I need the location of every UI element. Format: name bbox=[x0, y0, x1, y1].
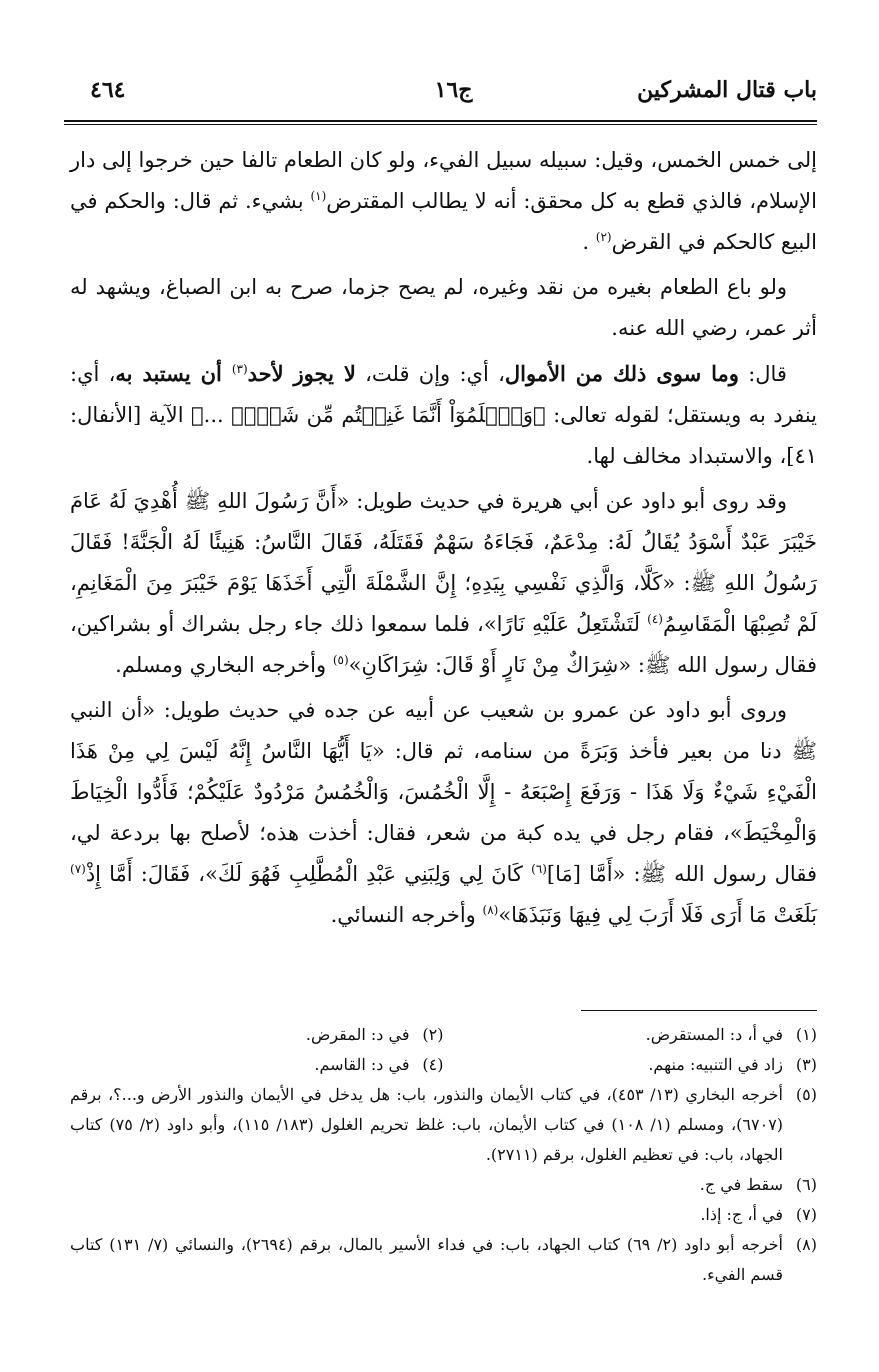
paragraph-5: وروى أبو داود عن عمرو بن شعيب عن أبيه عن جده في حديث طويل: «أن النبي ﷺ دنا من بعير فأخذ وَبَرَةً من سنامه، ثم قال: «يَا أَيُّهَا النَّاسُ إِنَّهُ لَيْسَ لِي مِنْ هَذَا الْفَيْءِ شَيْءٌ وَلَا هَذَا - وَرَفَعَ إِصْبَعَهُ - إِلَّا الْخُمُسَ، وَالْخُمُسُ مَرْدُودٌ عَلَيْكُمْ؛ فَأَدُّوا الْخِيَاطَ وَالْمِخْيَطَ»، فقام رجل في يده كبة من شعر، فقال: أخذت هذه؛ لأصلح بها بردعة لي، فقال رسول الله ﷺ: «أَمَّا [مَا]$^{(٦)}$ كَانَ لِي وَلِبَنِي عَبْدِ الْمُطَّلِبِ فَهُوَ لَكَ»، فَقَالَ: أَمَّا إِذْ$^{(٧)}$ بَلَغَتْ مَا أَرَى فَلَا أَرَبَ لِي فِيهَا وَنَبَذَهَا»$^{(٨)}$ وأخرجه النسائي. bbox=[70, 698, 817, 927]
footnotes bbox=[70, 1020, 817, 1290]
header-rule-thin bbox=[64, 124, 817, 125]
footnote-4: (٤) في د: القاسم. bbox=[314, 1055, 444, 1074]
footnote-1: (١) في أ، د: المستقرض. bbox=[645, 1025, 817, 1044]
footnote-row bbox=[70, 1020, 817, 1050]
footnote-6: (٦) سقط في ج. bbox=[699, 1175, 817, 1194]
footnote-ref-6: (٦) bbox=[531, 862, 547, 876]
footnote-row bbox=[70, 1050, 817, 1080]
chapter-title: باب قتال المشركين bbox=[637, 77, 817, 103]
footnote-ref-4: (٤) bbox=[647, 612, 663, 626]
footnote-ref-3: (٣) bbox=[231, 362, 248, 376]
footnote-5: (٥) أخرجه البخاري (١٣/ ٤٥٣)، في كتاب الأيمان والنذور، باب: هل يدخل في الأيمان والنذور الأرض و...؟، برقم (٦٧٠٧)، ومسلم (١/ ١٠٨) في كتاب الأيمان، باب: غلظ تحريم الغلول (١٨٣/ ١١٥)، وأبو داود (٢/ ٧٥) كتاب الجهاد، باب: في تعظيم الغلول، برقم (٢٧١١). bbox=[70, 1085, 817, 1164]
header-rule bbox=[64, 120, 817, 122]
footnote-3: (٣) زاد في التنبيه: منهم. bbox=[648, 1055, 817, 1074]
footnote-ref-2: (٢) bbox=[595, 230, 612, 244]
paragraph-2: ولو باع الطعام بغيره من نقد وغيره، لم يصح جزما، صرح به ابن الصباغ، ويشهد له أثر عمر، رضي الله عنه. bbox=[70, 275, 817, 340]
page-number: ٤٦٤ bbox=[90, 77, 126, 103]
paragraph-3: قال: وما سوى ذلك من الأموال، أي: وإن قلت، لا يجوز لأحد$^{(٣)}$ أن يستبد به، أي: ينفرد به ويستقل؛ لقوله تعالى: ﴿وَٱعۡلَمُوٓاْ أَنَّمَا غَنِمۡتُم مِّن شَيۡءٖ ...﴾ الآية [الأنفال: ٤١]، والاستبداد مخالف لها. bbox=[70, 361, 817, 468]
footnote-8: (٨) أخرجه أبو داود (٢/ ٦٩) كتاب الجهاد، باب: في فداء الأسير بالمال، برقم (٢٦٩٤)، والنسائي (٧/ ١٣١) كتاب قسم الفيء. bbox=[70, 1235, 817, 1284]
footnote-7: (٧) في أ، ج: إذا. bbox=[700, 1205, 817, 1224]
footnote-2: (٢) في د: المقرض. bbox=[305, 1025, 444, 1044]
paragraph-4: وقد روى أبو داود عن أبي هريرة في حديث طويل: «أَنَّ رَسُولَ اللهِ ﷺ أُهْدِيَ لَهُ عَامَ خَيْبَرَ عَبْدٌ أَسْوَدُ يُقَالُ لَهُ: مِدْعَمٌ، فَجَاءَهُ سَهْمٌ فَقَتَلَهُ، فَقَالَ النَّاسُ: هَنِيئًا لَهُ الْجَنَّةَ! فَقَالَ رَسُولُ اللهِ ﷺ: «كَلَّا، وَالَّذِي نَفْسِي بِيَدِهِ؛ إِنَّ الشَّمْلَةَ الَّتِي أَخَذَهَا يَوْمَ خَيْبَرَ مِنَ الْمَغَانِمِ، لَمْ تُصِبْهَا الْمَقَاسِمُ$^{(٤)}$ لَتَشْتَعِلُ عَلَيْهِ نَارًا»، فلما سمعوا ذلك جاء رجل بشراك أو بشراكين، فقال رسول الله ﷺ: «شِرَاكٌ مِنْ نَارٍ أَوْ قَالَ: شِرَاكَانِ»$^{(٥)}$ وأخرجه البخاري ومسلم. bbox=[70, 489, 817, 677]
footnote-ref-5: (٥) bbox=[332, 653, 349, 667]
footnote-ref-1: (١) bbox=[310, 189, 327, 203]
footnote-ref-7: (٧) bbox=[70, 862, 86, 876]
footnote-ref-8: (٨) bbox=[482, 903, 499, 917]
main-text bbox=[70, 140, 817, 936]
page-header bbox=[90, 70, 817, 110]
volume-number: ج١٦ bbox=[434, 77, 473, 103]
paragraph-1: إلى خمس الخمس، وقيل: سبيله سبيل الفيء، ولو كان الطعام تالفا حين خرجوا إلى دار الإسلام، فالذي قطع به كل محقق: أنه لا يطالب المقترض$^{(١)}$ بشيء. ثم قال: والحكم في البيع كالحكم في القرض$^{(٢)}$ . bbox=[70, 148, 817, 254]
footnote-separator bbox=[581, 1010, 817, 1011]
